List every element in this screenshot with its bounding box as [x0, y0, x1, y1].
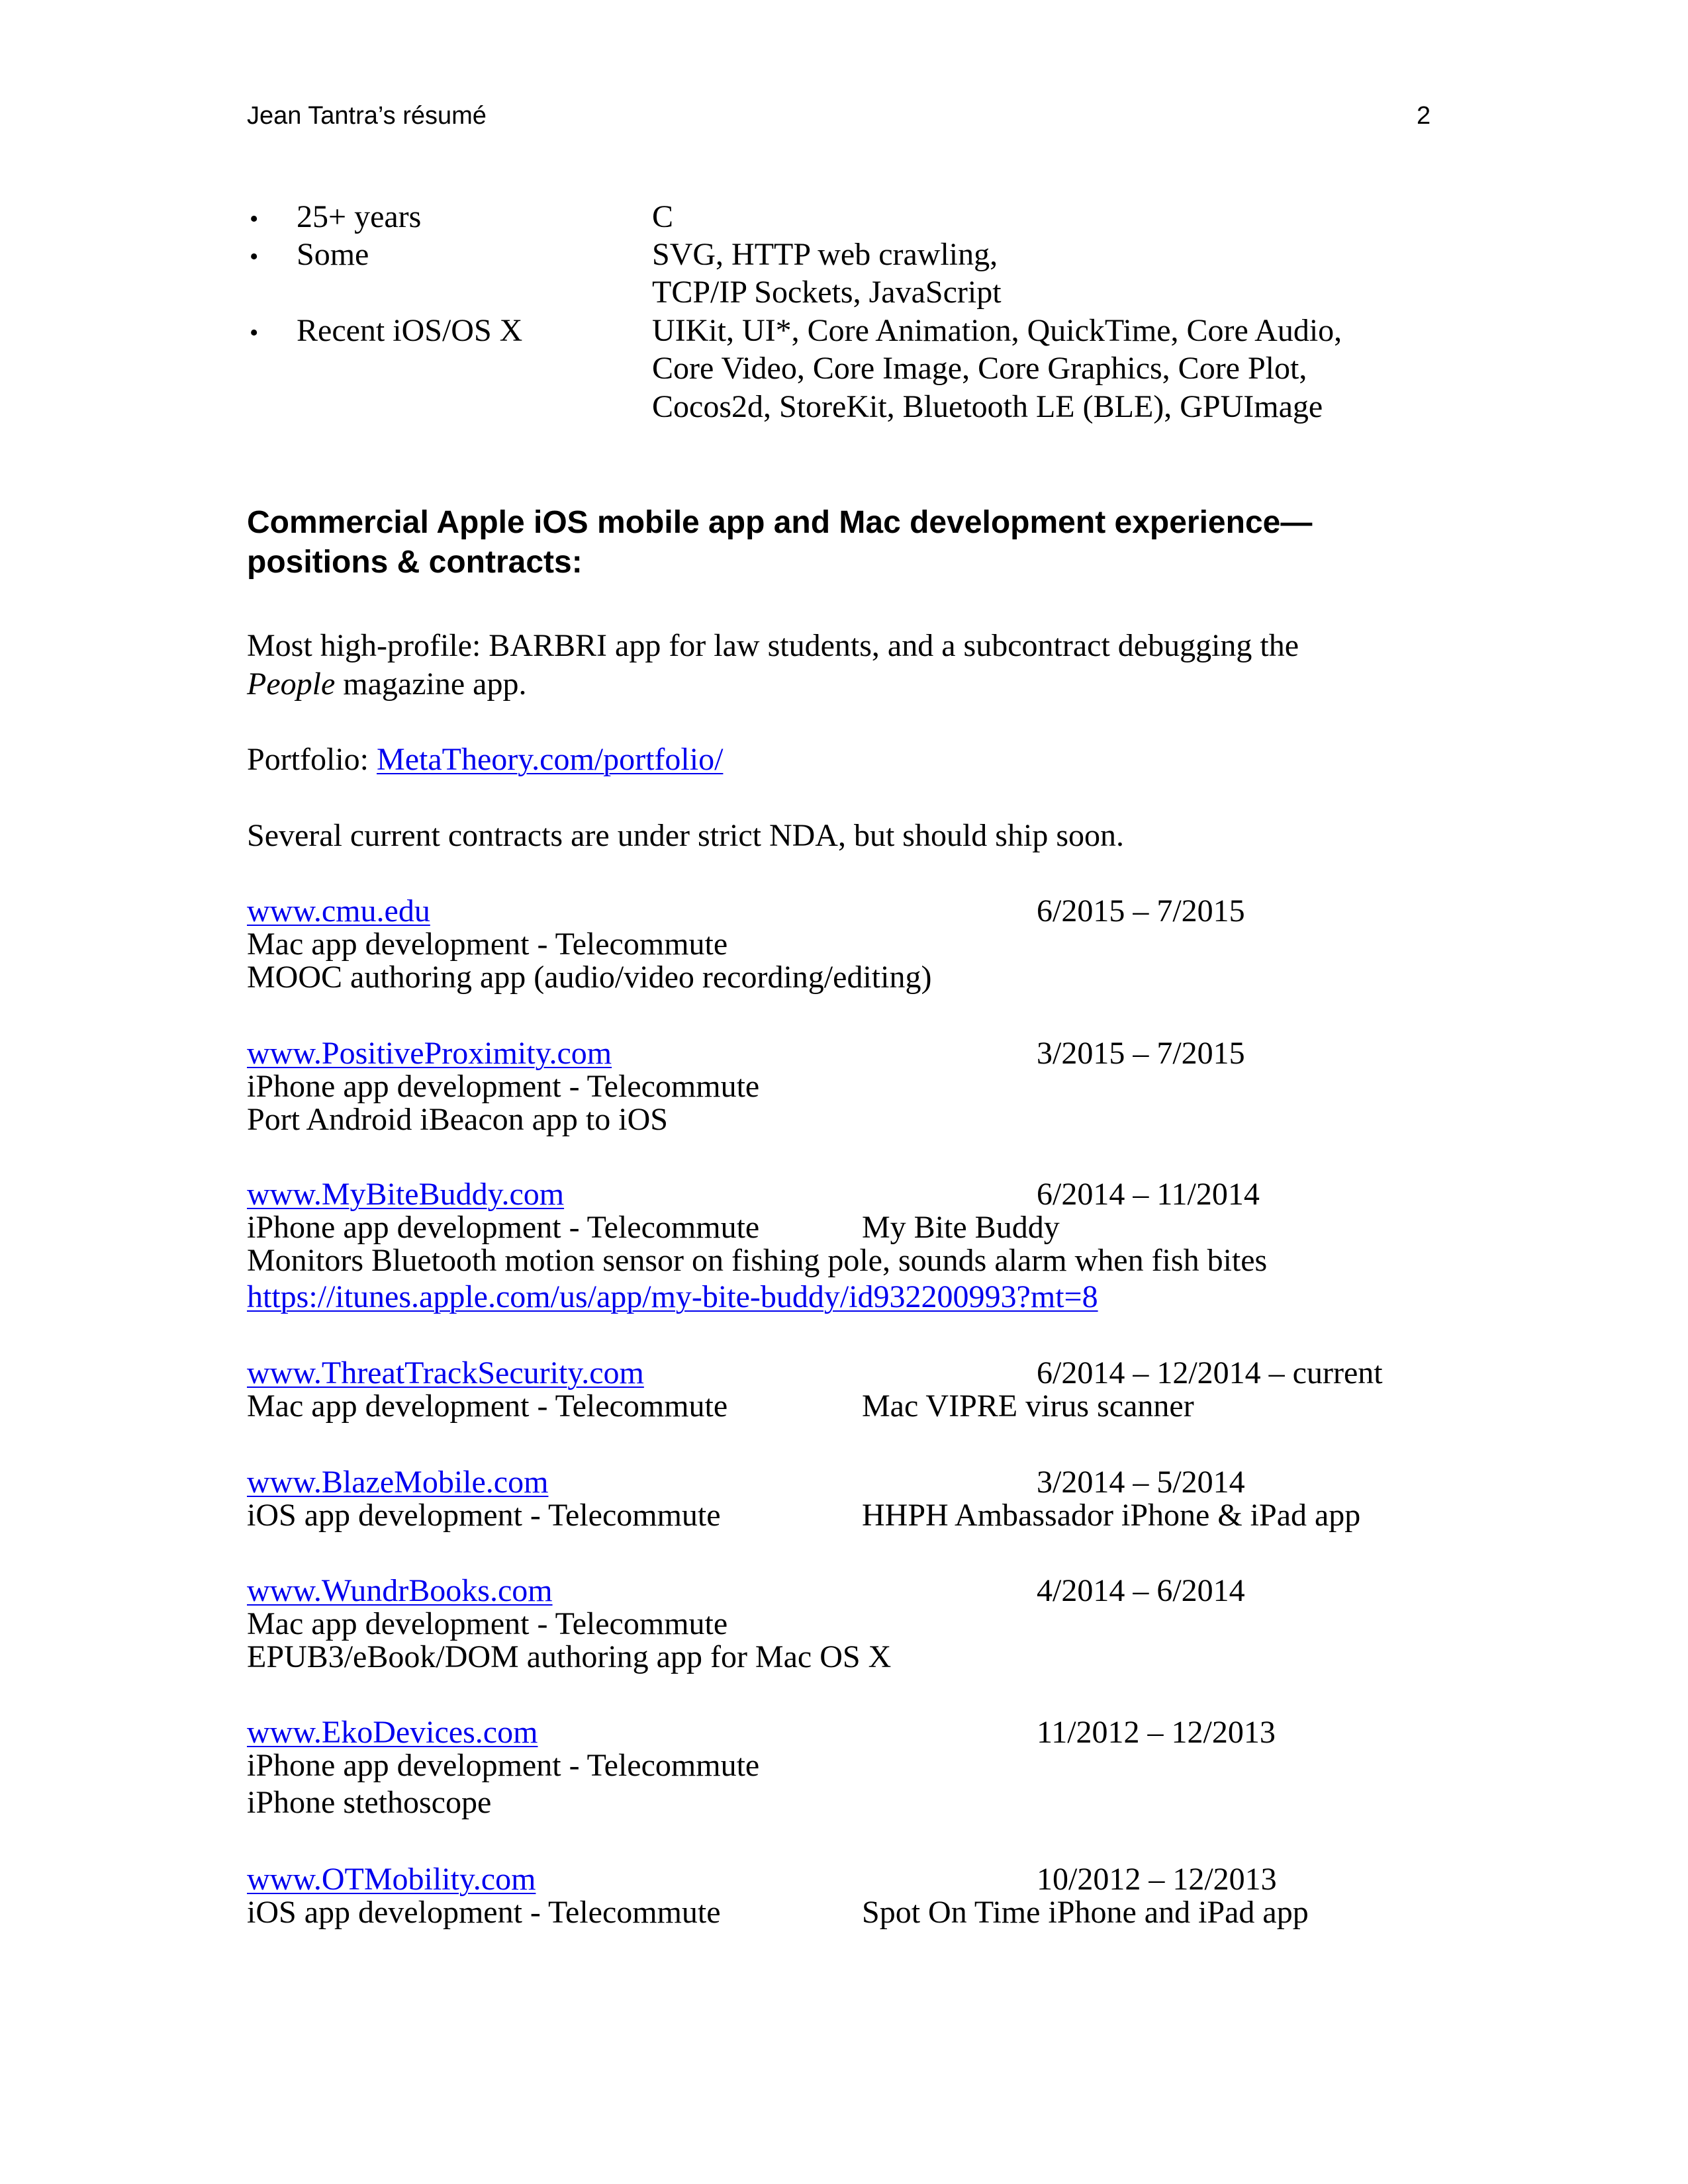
job-product: HHPH Ambassador iPhone & iPad app	[862, 1498, 1361, 1533]
skill-value: UIKit, UI*, Core Animation, QuickTime, Core Audio,	[652, 313, 1342, 348]
skill-label: Some	[297, 237, 369, 272]
portfolio-link[interactable]: MetaTheory.com/portfolio/	[377, 742, 724, 777]
job-dates: 6/2014 – 12/2014 – current	[1037, 1355, 1383, 1390]
list-bullet: •	[250, 205, 259, 233]
job-url-link[interactable]: www.cmu.edu	[247, 893, 430, 929]
job-dates: 11/2012 – 12/2013	[1037, 1715, 1276, 1750]
magazine-title: People	[247, 666, 336, 702]
job-dates: 3/2015 – 7/2015	[1037, 1036, 1245, 1071]
list-bullet: •	[250, 243, 259, 271]
nda-note: Several current contracts are under strict NDA, but should ship soon.	[247, 818, 1124, 853]
job-description: MOOC authoring app (audio/video recording/editing)	[247, 960, 932, 995]
job-description: Port Android iBeacon app to iOS	[247, 1102, 668, 1137]
intro-line	[247, 668, 526, 700]
job-dates: 4/2014 – 6/2014	[1037, 1573, 1245, 1608]
running-header-title: Jean Tantra’s résumé	[247, 102, 487, 130]
job-url-link[interactable]: www.BlazeMobile.com	[247, 1465, 549, 1500]
page-number: 2	[1417, 102, 1431, 130]
skill-value: Cocos2d, StoreKit, Bluetooth LE (BLE), GPUImage	[652, 389, 1323, 424]
job-dates: 3/2014 – 5/2014	[1037, 1465, 1245, 1500]
job-product: My Bite Buddy	[862, 1210, 1060, 1245]
job-role: iPhone app development - Telecommute	[247, 1210, 760, 1245]
skill-value: TCP/IP Sockets, JavaScript	[652, 275, 1002, 310]
job-url-link[interactable]: www.MyBiteBuddy.com	[247, 1177, 565, 1212]
job-dates: 10/2012 – 12/2013	[1037, 1862, 1277, 1897]
job-role: iOS app development - Telecommute	[247, 1895, 721, 1930]
intro-line: Most high-profile: BARBRI app for law students, and a subcontract debugging the	[247, 628, 1299, 663]
skill-label: Recent iOS/OS X	[297, 313, 523, 348]
job-description: iPhone stethoscope	[247, 1785, 492, 1820]
job-dates: 6/2015 – 7/2015	[1037, 893, 1245, 929]
job-url-link[interactable]: www.OTMobility.com	[247, 1862, 536, 1897]
skill-value: C	[652, 199, 674, 234]
job-role: Mac app development - Telecommute	[247, 1388, 728, 1424]
job-role: iPhone app development - Telecommute	[247, 1748, 760, 1783]
skill-label: 25+ years	[297, 199, 422, 234]
job-url-link[interactable]: www.ThreatTrackSecurity.com	[247, 1355, 644, 1390]
job-role: Mac app development - Telecommute	[247, 1606, 728, 1641]
job-product: Spot On Time iPhone and iPad app	[862, 1895, 1309, 1930]
app-store-link[interactable]: https://itunes.apple.com/us/app/my-bite-buddy/id932200993?mt=8	[247, 1279, 1098, 1314]
skill-value: SVG, HTTP web crawling,	[652, 237, 998, 272]
section-heading-continued: positions & contracts:	[247, 545, 583, 580]
intro-line-rest: magazine app.	[335, 666, 527, 702]
job-url-link[interactable]: www.PositiveProximity.com	[247, 1036, 612, 1071]
job-url-link[interactable]: www.WundrBooks.com	[247, 1573, 553, 1608]
job-url-link[interactable]: www.EkoDevices.com	[247, 1715, 538, 1750]
list-bullet: •	[250, 319, 259, 347]
section-heading: Commercial Apple iOS mobile app and Mac development experience—	[247, 505, 1313, 540]
job-description: EPUB3/eBook/DOM authoring app for Mac OS X	[247, 1639, 892, 1674]
job-role: Mac app development - Telecommute	[247, 927, 728, 962]
job-role: iPhone app development - Telecommute	[247, 1069, 760, 1104]
job-dates: 6/2014 – 11/2014	[1037, 1177, 1260, 1212]
portfolio-line	[247, 744, 723, 776]
job-description: Monitors Bluetooth motion sensor on fishing pole, sounds alarm when fish bites	[247, 1243, 1268, 1278]
job-product: Mac VIPRE virus scanner	[862, 1388, 1194, 1424]
skill-value: Core Video, Core Image, Core Graphics, Core Plot,	[652, 351, 1307, 386]
portfolio-label: Portfolio:	[247, 742, 377, 777]
job-role: iOS app development - Telecommute	[247, 1498, 721, 1533]
